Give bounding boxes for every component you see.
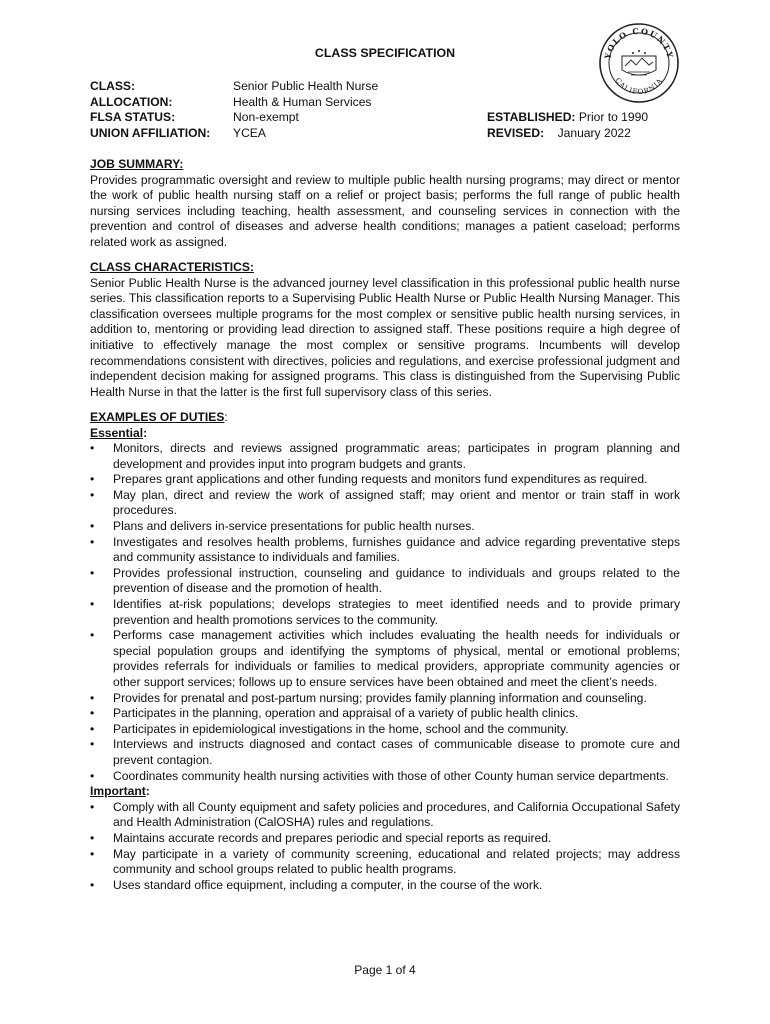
bullet-icon: • xyxy=(90,799,95,814)
list-item xyxy=(90,597,680,628)
bullet-icon: • xyxy=(90,534,95,549)
duty-text: Performs case management activities which includes evaluating the health needs for individuals or special population groups and identifying the symptoms of physical, mental or emotional problems; provides referrals for individuals or families to medical providers, appropriate community agencies or other support services; follows up to ensure services have been obtained and meet the client’s needs. xyxy=(113,628,680,689)
essential-heading-line xyxy=(90,426,680,442)
list-item xyxy=(90,535,680,566)
union-row xyxy=(90,126,690,142)
established-label: ESTABLISHED: xyxy=(487,110,576,125)
list-item xyxy=(90,706,680,722)
list-item xyxy=(90,847,680,878)
duty-text: May participate in a variety of community screening, educational and related projects; may address community and school groups related to public health programs. xyxy=(113,846,680,877)
allocation-value: Health & Human Services xyxy=(233,94,372,109)
list-item xyxy=(90,737,680,768)
established-value: Prior to 1990 xyxy=(578,110,649,125)
important-heading-line xyxy=(90,784,680,800)
duty-text: Plans and delivers in-service presentations for public health nurses. xyxy=(113,519,475,534)
duty-text: Prepares grant applications and other funding requests and monitors fund expenditures as required. xyxy=(113,472,648,487)
list-item xyxy=(90,472,680,488)
list-item xyxy=(90,519,680,535)
list-item xyxy=(90,441,680,472)
important-heading: Important xyxy=(90,784,146,799)
list-item xyxy=(90,800,680,831)
important-duties-list xyxy=(90,800,680,894)
duty-text: Provides for prenatal and post-partum nursing; provides family planning information and counseling. xyxy=(113,690,647,705)
bullet-icon: • xyxy=(90,846,95,861)
flsa-value: Non-exempt xyxy=(233,110,299,125)
svg-text:YOLO COUNTY: YOLO COUNTY xyxy=(602,25,676,60)
bullet-icon: • xyxy=(90,519,95,534)
duty-text: May plan, direct and review the work of assigned staff; may orient and mentor or train staff in work procedures. xyxy=(113,487,680,518)
page-number: Page 1 of 4 xyxy=(354,963,416,977)
duty-text: Coordinates community health nursing activities with those of other County human service departments. xyxy=(113,768,669,783)
class-characteristics-text: Senior Public Health Nurse is the advanced journey level classification in this professional public health nurse series. This classification reports to a Supervising Public Health Nurse or Public Health Nursing Manager. This classification oversees multiple programs for the most complex or sensitive public health nursing services, in addition to, mentoring or providing lead direction to assigned staff. These positions require a high degree of initiative to effectively manage the most complex or sensitive programs. Incumbents will develop recommendations consistent with directives, policies and regulations, and exercise professional judgment and independent decision making for assigned programs. This class is distinguished from the Supervising Public Health Nurse in that the latter is the first full supervisory class of this series. xyxy=(90,275,680,399)
list-item xyxy=(90,769,680,785)
allocation-label: ALLOCATION: xyxy=(90,94,173,109)
list-item xyxy=(90,691,680,707)
examples-heading-colon: : xyxy=(224,409,228,424)
duty-text: Maintains accurate records and prepares periodic and special reports as required. xyxy=(113,830,552,845)
essential-colon: : xyxy=(143,425,148,440)
important-colon: : xyxy=(145,784,150,799)
established-field xyxy=(487,110,648,126)
svg-text:CALIFORNIA: CALIFORNIA xyxy=(613,76,665,97)
bullet-icon: • xyxy=(90,441,95,456)
list-item xyxy=(90,831,680,847)
bullet-icon: • xyxy=(90,830,95,845)
job-summary-heading: JOB SUMMARY: xyxy=(90,157,184,171)
class-label: CLASS: xyxy=(90,79,136,93)
examples-section xyxy=(90,410,680,893)
duty-text: Participates in the planning, operation and appraisal of a variety of public health clinics. xyxy=(113,706,579,721)
job-summary-section xyxy=(90,157,680,251)
bullet-icon: • xyxy=(90,487,95,502)
bullet-icon: • xyxy=(90,565,95,580)
list-item xyxy=(90,566,680,597)
list-item xyxy=(90,628,680,690)
revised-label: REVISED: xyxy=(487,125,545,140)
list-item xyxy=(90,722,680,738)
revised-value: January 2022 xyxy=(557,125,631,140)
duty-text: Investigates and resolves health problems, furnishes guidance and advice regarding preventative steps and community assistance to individuals and families. xyxy=(113,534,680,565)
class-characteristics-heading: CLASS CHARACTERISTICS: xyxy=(90,260,254,275)
duty-text: Interviews and instructs diagnosed and contact cases of communicable disease to promote cure and prevent contagion. xyxy=(113,737,680,767)
job-summary-text: Provides programmatic oversight and review to multiple public health nursing programs; may direct or mentor the work of public health nursing staff on a relief or project basis; performs the full range of public health nursing services including teaching, health assessment, and counseling services in connection with the prevention and control of diseases and adverse health conditions; manages a patient caseload; performs related work as assigned. xyxy=(90,172,680,249)
class-characteristics-section xyxy=(90,260,680,400)
duty-text: Comply with all County equipment and safety policies and procedures, and California Occupational Safety and Health Administration (CalOSHA) rules and regulations. xyxy=(113,799,680,830)
document-title: CLASS SPECIFICATION xyxy=(314,46,456,60)
union-value: YCEA xyxy=(233,125,266,140)
bullet-icon: • xyxy=(90,628,95,643)
list-item xyxy=(90,488,680,519)
class-row xyxy=(90,76,690,97)
document-body xyxy=(90,157,680,903)
class-value: Senior Public Health Nurse xyxy=(233,79,379,93)
revised-field xyxy=(487,126,631,142)
list-item xyxy=(90,878,680,894)
duty-text: Identifies at-risk populations; develops strategies to meet identified needs and to provide primary prevention and health promotions services to the community. xyxy=(113,597,680,627)
bullet-icon: • xyxy=(90,706,95,721)
duty-text: Monitors, directs and reviews assigned programmatic areas; participates in program planning and development and provides input into program budgets and grants. xyxy=(113,441,680,471)
duty-text: Provides professional instruction, counseling and guidance to individuals and groups related to the prevention of disease and the promotion of health. xyxy=(113,565,680,596)
essential-duties-list xyxy=(90,441,680,784)
bullet-icon: • xyxy=(90,690,95,705)
bullet-icon: • xyxy=(90,597,95,612)
flsa-label: FLSA STATUS: xyxy=(90,110,176,125)
essential-heading: Essential xyxy=(90,425,144,440)
examples-heading-line xyxy=(90,410,680,426)
bullet-icon: • xyxy=(90,721,95,736)
examples-heading: EXAMPLES OF DUTIES xyxy=(90,409,225,424)
union-label: UNION AFFILIATION: xyxy=(90,125,211,140)
header-fields xyxy=(90,76,690,141)
duty-text: Participates in epidemiological investigations in the home, school and the community. xyxy=(113,721,569,736)
bullet-icon: • xyxy=(90,737,95,752)
bullet-icon: • xyxy=(90,877,95,892)
flsa-row xyxy=(90,110,690,126)
duty-text: Uses standard office equipment, including a computer, in the course of the work. xyxy=(113,877,543,892)
bullet-icon: • xyxy=(90,472,95,487)
bullet-icon: • xyxy=(90,768,95,783)
allocation-row xyxy=(90,95,690,111)
